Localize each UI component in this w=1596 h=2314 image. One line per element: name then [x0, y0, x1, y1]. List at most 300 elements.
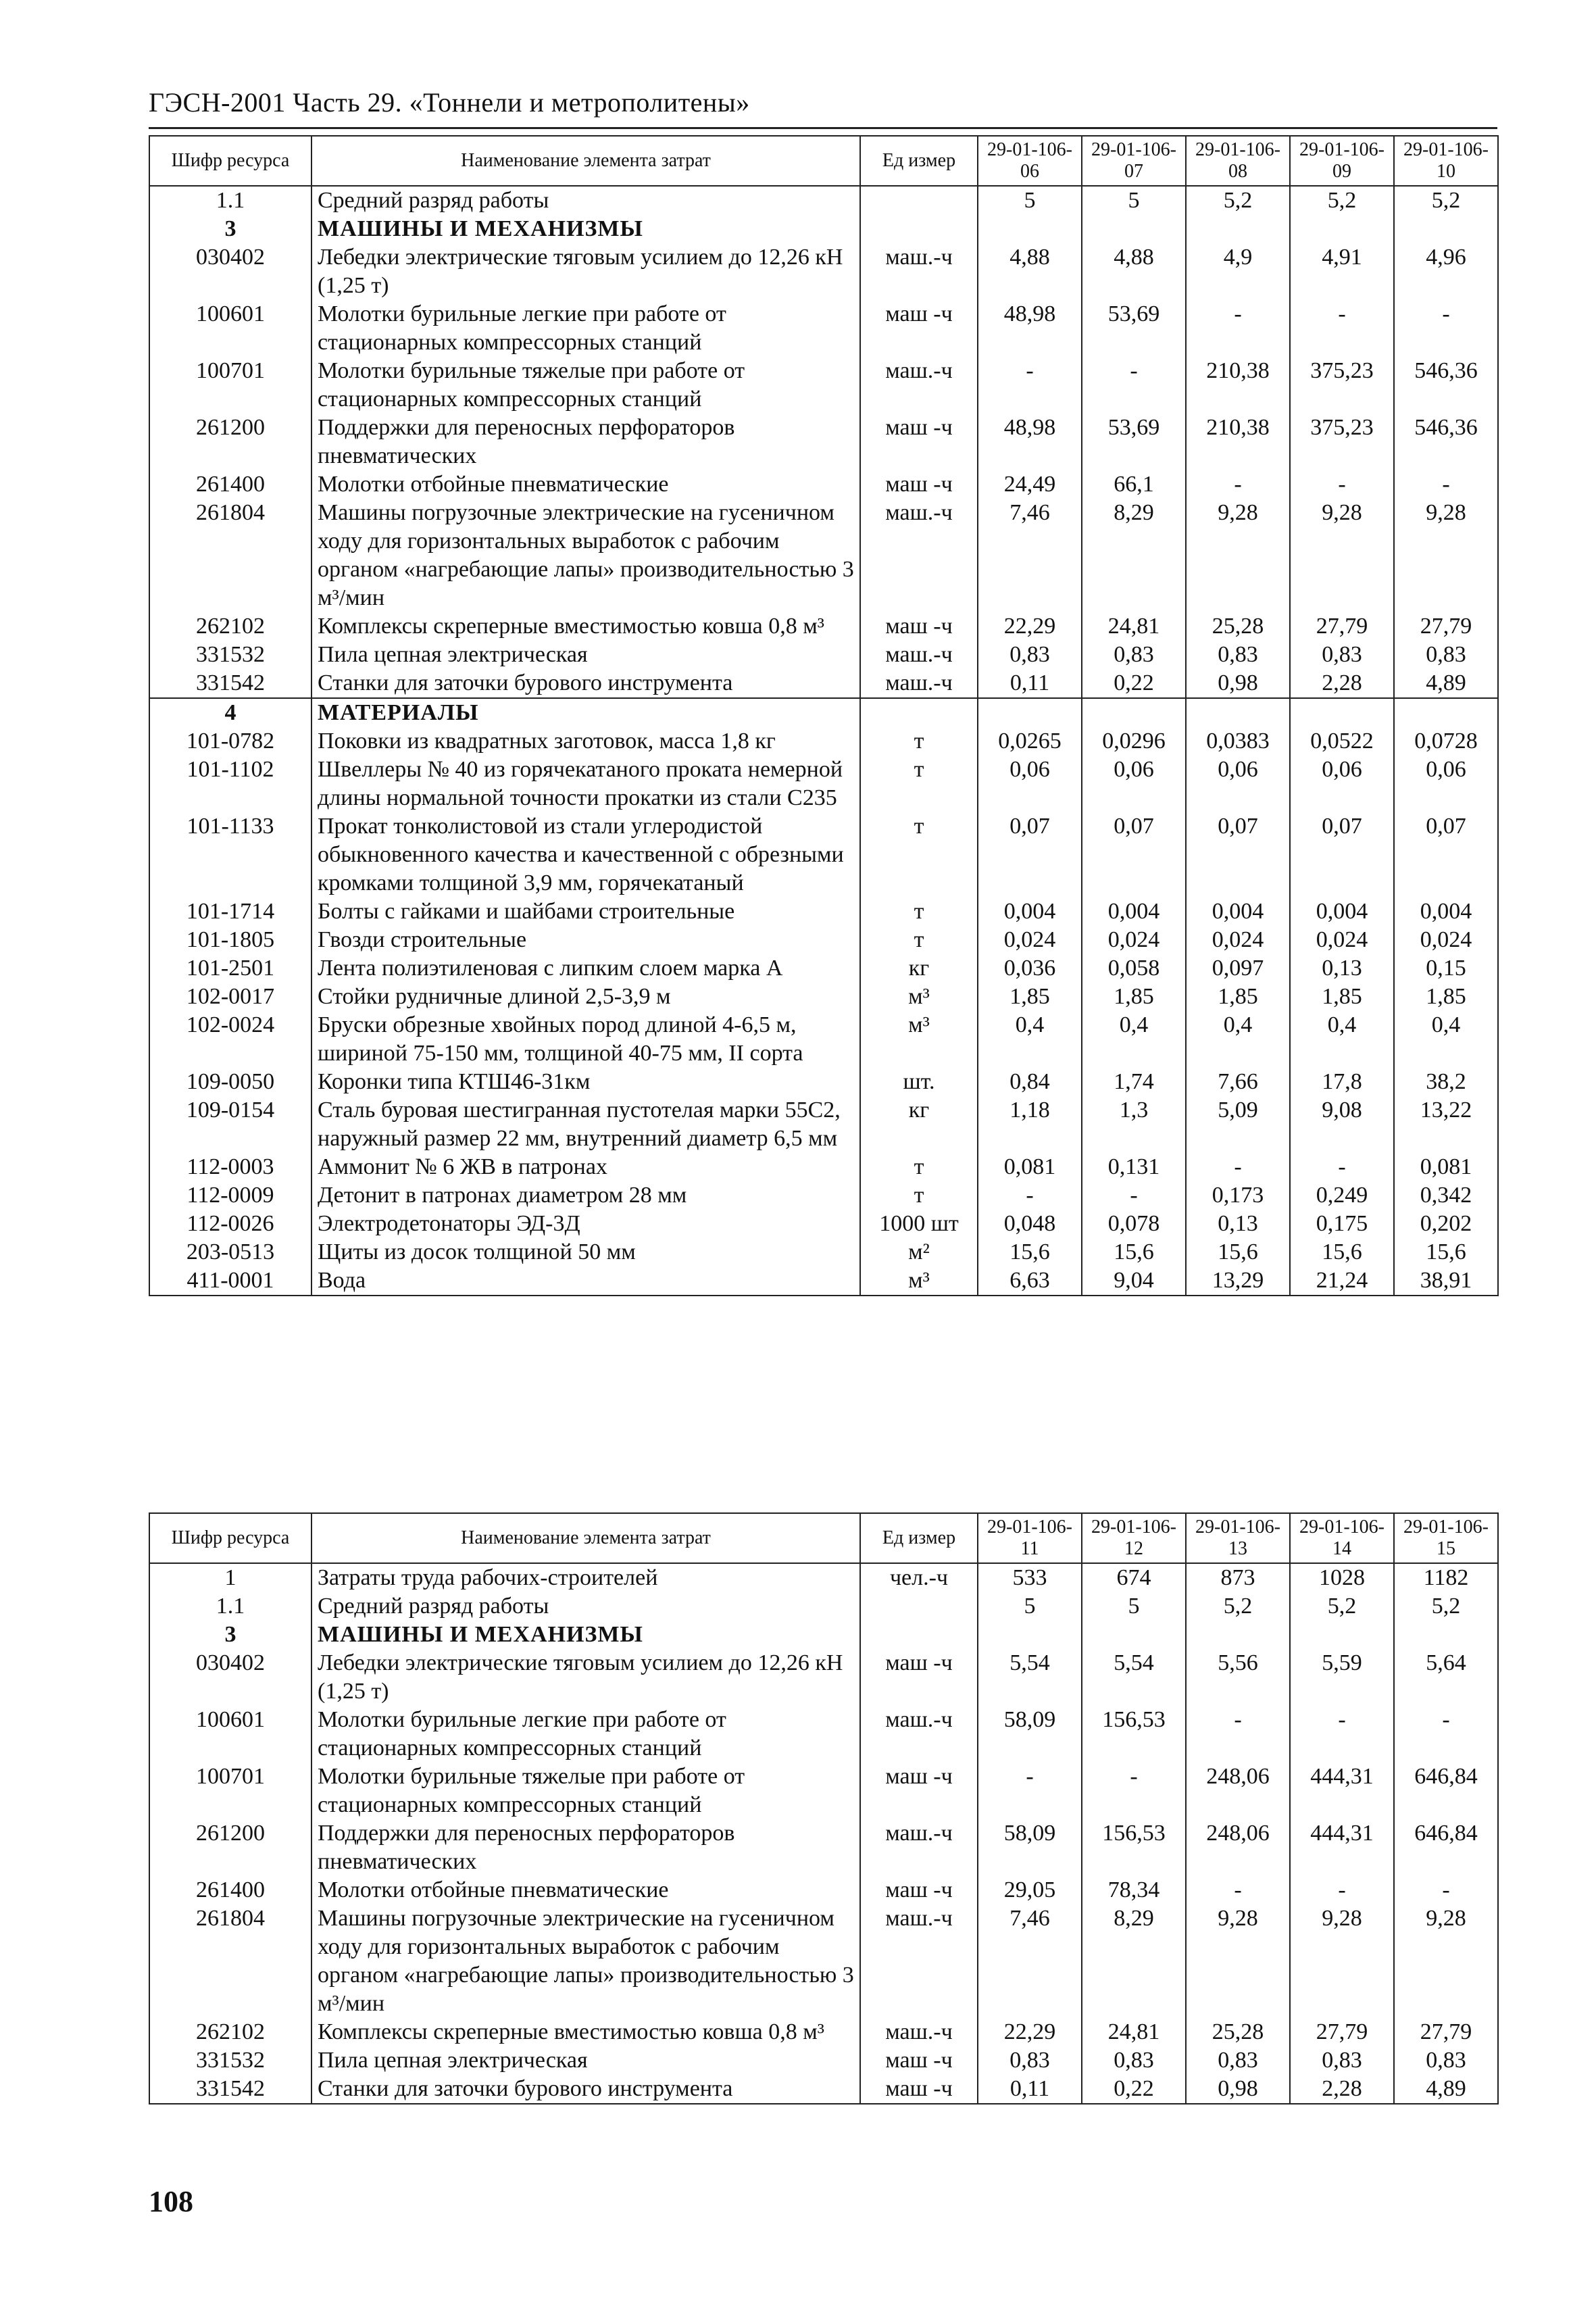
rate-value: 375,23	[1290, 414, 1394, 470]
rate-value: 9,04	[1082, 1266, 1186, 1296]
unit-of-measure: маш -ч	[860, 414, 978, 470]
rate-value: 4,89	[1394, 2075, 1498, 2104]
resource-name: Электродетонаторы ЭД-3Д	[311, 1210, 860, 1238]
resource-code: 112-0003	[149, 1153, 311, 1181]
resource-code: 3	[149, 1621, 311, 1649]
resource-code: 101-1102	[149, 756, 311, 812]
table-row	[149, 2046, 1498, 2075]
rate-value: 15,6	[978, 1238, 1082, 1266]
rate-value: 15,6	[1186, 1238, 1290, 1266]
rate-value: 0,4	[1186, 1011, 1290, 1068]
header-unit: Ед измер	[860, 136, 978, 186]
rate-value: 546,36	[1394, 414, 1498, 470]
rate-value: 0,131	[1082, 1153, 1186, 1181]
unit-of-measure: маш.-ч	[860, 499, 978, 612]
rate-value: 5,64	[1394, 1649, 1498, 1706]
rate-value: 546,36	[1394, 357, 1498, 414]
rate-value: 444,31	[1290, 1819, 1394, 1876]
resource-name: Средний разряд работы	[311, 1592, 860, 1621]
rate-value: 646,84	[1394, 1819, 1498, 1876]
unit-of-measure: шт.	[860, 1068, 978, 1096]
rate-value: 22,29	[978, 612, 1082, 641]
rate-value: 0,06	[1186, 756, 1290, 812]
rate-value: 210,38	[1186, 414, 1290, 470]
rate-value: 13,29	[1186, 1266, 1290, 1296]
rate-value: 0,83	[1394, 2046, 1498, 2075]
rate-value: 1,85	[1290, 983, 1394, 1011]
rate-value	[1186, 698, 1290, 727]
section-row	[149, 698, 1498, 727]
header-row	[149, 136, 1498, 186]
resource-code: 331542	[149, 2075, 311, 2104]
rate-value	[1082, 1621, 1186, 1649]
section-row	[149, 215, 1498, 243]
resource-code: 261804	[149, 1904, 311, 2018]
resource-name: Молотки бурильные легкие при работе от стационарных компрессорных станций	[311, 300, 860, 357]
rate-value: 27,79	[1290, 2018, 1394, 2046]
resource-name: Затраты труда рабочих-строителей	[311, 1563, 860, 1592]
rate-value: 7,46	[978, 499, 1082, 612]
table-row	[149, 926, 1498, 954]
rate-value	[1394, 698, 1498, 727]
table-row	[149, 1096, 1498, 1153]
table-row	[149, 897, 1498, 926]
table-row	[149, 1706, 1498, 1763]
rate-value: 0,83	[978, 641, 1082, 669]
rate-value: 0,036	[978, 954, 1082, 983]
rate-value: 58,09	[978, 1819, 1082, 1876]
rate-value	[978, 698, 1082, 727]
resource-name: Бруски обрезные хвойных пород длиной 4-6,5 м, шириной 75-150 мм, толщиной 40-75 мм, II сорта	[311, 1011, 860, 1068]
rate-value: 2,28	[1290, 669, 1394, 698]
rate-value: -	[1394, 300, 1498, 357]
unit-of-measure: м³	[860, 983, 978, 1011]
unit-of-measure: маш -ч	[860, 612, 978, 641]
rate-value: 4,9	[1186, 243, 1290, 300]
rate-value	[1290, 215, 1394, 243]
header-rate-code: 29-01-106-08	[1186, 136, 1290, 186]
table-row	[149, 1819, 1498, 1876]
rate-value: -	[1290, 470, 1394, 499]
rate-value: -	[1186, 1706, 1290, 1763]
rate-value: 53,69	[1082, 300, 1186, 357]
resource-name: Комплексы скреперные вместимостью ковша 0,8 м³	[311, 2018, 860, 2046]
rate-value: 248,06	[1186, 1819, 1290, 1876]
resource-name: Лента полиэтиленовая с липким слоем марка А	[311, 954, 860, 983]
rate-value: 0,84	[978, 1068, 1082, 1096]
rate-value: 4,89	[1394, 669, 1498, 698]
section-title: МАШИНЫ И МЕХАНИЗМЫ	[311, 215, 860, 243]
table-row	[149, 1011, 1498, 1068]
unit-of-measure: маш.-ч	[860, 2018, 978, 2046]
resource-code: 102-0024	[149, 1011, 311, 1068]
rate-value: -	[1082, 357, 1186, 414]
table-row	[149, 2075, 1498, 2104]
resource-name: Щиты из досок толщиной 50 мм	[311, 1238, 860, 1266]
resource-name: Молотки бурильные легкие при работе от стационарных компрессорных станций	[311, 1706, 860, 1763]
table-row	[149, 641, 1498, 669]
unit-of-measure: маш.-ч	[860, 243, 978, 300]
rate-value	[1290, 1621, 1394, 1649]
resource-code: 261200	[149, 414, 311, 470]
rate-value: 0,173	[1186, 1181, 1290, 1210]
resource-code: 102-0017	[149, 983, 311, 1011]
table-row	[149, 983, 1498, 1011]
resource-name: Пила цепная электрическая	[311, 2046, 860, 2075]
unit-of-measure: т	[860, 1153, 978, 1181]
rate-value: 0,83	[1082, 2046, 1186, 2075]
rate-value: 0,4	[978, 1011, 1082, 1068]
resource-code: 101-2501	[149, 954, 311, 983]
rate-value: 6,63	[978, 1266, 1082, 1296]
resource-code: 101-1714	[149, 897, 311, 926]
rate-value: 0,83	[1290, 2046, 1394, 2075]
table-row	[149, 1181, 1498, 1210]
resource-code: 331532	[149, 641, 311, 669]
rate-value: 0,22	[1082, 2075, 1186, 2104]
rate-value: 17,8	[1290, 1068, 1394, 1096]
rate-value: 0,07	[978, 812, 1082, 897]
rate-value: 0,0522	[1290, 727, 1394, 756]
resource-name: Станки для заточки бурового инструмента	[311, 2075, 860, 2104]
table-row	[149, 812, 1498, 897]
rate-value	[1394, 1621, 1498, 1649]
rate-value: 0,83	[978, 2046, 1082, 2075]
table-row	[149, 727, 1498, 756]
rate-value: 156,53	[1082, 1819, 1186, 1876]
table-row	[149, 612, 1498, 641]
rate-value: 444,31	[1290, 1763, 1394, 1819]
rate-value: -	[1290, 1706, 1394, 1763]
resource-name: Комплексы скреперные вместимостью ковша 0,8 м³	[311, 612, 860, 641]
table-row	[149, 669, 1498, 698]
rate-value	[1082, 215, 1186, 243]
rate-value: 0,11	[978, 2075, 1082, 2104]
page-number: 108	[149, 2185, 193, 2218]
header-name: Наименование элемента затрат	[311, 1513, 860, 1563]
resource-name: Коронки типа КТШ46-31км	[311, 1068, 860, 1096]
table-row	[149, 470, 1498, 499]
rate-value: 0,83	[1186, 2046, 1290, 2075]
rate-value	[1186, 1621, 1290, 1649]
rate-value: 27,79	[1394, 612, 1498, 641]
resource-code: 262102	[149, 2018, 311, 2046]
rate-value: 0,07	[1082, 812, 1186, 897]
rate-value: 0,004	[978, 897, 1082, 926]
resource-name: Станки для заточки бурового инструмента	[311, 669, 860, 698]
rate-value: 0,249	[1290, 1181, 1394, 1210]
resource-name: Поддержки для переносных перфораторов пневматических	[311, 414, 860, 470]
rate-value	[978, 1621, 1082, 1649]
resource-name: Поковки из квадратных заготовок, масса 1,8 кг	[311, 727, 860, 756]
rate-value: 1,18	[978, 1096, 1082, 1153]
unit-of-measure: т	[860, 926, 978, 954]
table-row	[149, 2018, 1498, 2046]
rate-value: 24,81	[1082, 612, 1186, 641]
unit-of-measure: маш -ч	[860, 1763, 978, 1819]
resource-name: Молотки бурильные тяжелые при работе от стационарных компрессорных станций	[311, 1763, 860, 1819]
rate-value: 1,85	[1082, 983, 1186, 1011]
rate-value: -	[978, 357, 1082, 414]
resource-name: Машины погрузочные электрические на гусеничном ходу для горизонтальных выработок с рабочим органом «нагребающие лапы» производительностью 3 м³/мин	[311, 499, 860, 612]
resource-name: Молотки отбойные пневматические	[311, 470, 860, 499]
rate-value: 29,05	[978, 1876, 1082, 1904]
rate-value: 21,24	[1290, 1266, 1394, 1296]
rate-value: 27,79	[1290, 612, 1394, 641]
section-title: МАТЕРИАЛЫ	[311, 698, 860, 727]
rate-value: 13,22	[1394, 1096, 1498, 1153]
table-row	[149, 1763, 1498, 1819]
rate-value: 0,06	[1394, 756, 1498, 812]
resource-code: 112-0009	[149, 1181, 311, 1210]
unit-of-measure: т	[860, 1181, 978, 1210]
rate-value: 5,2	[1290, 186, 1394, 215]
rate-value: 0,081	[978, 1153, 1082, 1181]
rate-value: 0,22	[1082, 669, 1186, 698]
unit-of-measure: маш -ч	[860, 1649, 978, 1706]
table-row	[149, 499, 1498, 612]
rate-value: 24,81	[1082, 2018, 1186, 2046]
unit-of-measure: чел.-ч	[860, 1563, 978, 1592]
header-rate-code: 29-01-106-11	[978, 1513, 1082, 1563]
resource-code: 1.1	[149, 1592, 311, 1621]
rate-value: 4,88	[1082, 243, 1186, 300]
table-row	[149, 1266, 1498, 1296]
resource-name: Гвозди строительные	[311, 926, 860, 954]
unit-of-measure: м³	[860, 1266, 978, 1296]
resource-code: 261400	[149, 1876, 311, 1904]
rate-value: 0,024	[978, 926, 1082, 954]
rate-value: 15,6	[1394, 1238, 1498, 1266]
table-row	[149, 414, 1498, 470]
unit-of-measure: маш -ч	[860, 1876, 978, 1904]
rate-value: 0,4	[1394, 1011, 1498, 1068]
rate-value: -	[978, 1181, 1082, 1210]
header-code: Шифр ресурса	[149, 136, 311, 186]
resource-code: 4	[149, 698, 311, 727]
rate-value: 15,6	[1082, 1238, 1186, 1266]
header-rate-code: 29-01-106-14	[1290, 1513, 1394, 1563]
resource-code: 030402	[149, 243, 311, 300]
rate-value: 1,85	[1394, 983, 1498, 1011]
unit-of-measure: маш -ч	[860, 300, 978, 357]
unit-of-measure	[860, 186, 978, 215]
header-rate-code: 29-01-106-10	[1394, 136, 1498, 186]
resource-name: Вода	[311, 1266, 860, 1296]
rate-value: 25,28	[1186, 612, 1290, 641]
rate-value: -	[1394, 1876, 1498, 1904]
table-row	[149, 357, 1498, 414]
rate-value: 5,2	[1186, 1592, 1290, 1621]
resource-table-1	[149, 135, 1499, 1296]
rate-value: 646,84	[1394, 1763, 1498, 1819]
resource-name: Молотки бурильные тяжелые при работе от стационарных компрессорных станций	[311, 357, 860, 414]
rate-value: 0,004	[1290, 897, 1394, 926]
rate-value: 9,28	[1394, 1904, 1498, 2018]
rate-value: 5,59	[1290, 1649, 1394, 1706]
rate-value: 674	[1082, 1563, 1186, 1592]
unit-of-measure: м²	[860, 1238, 978, 1266]
resource-name: Стойки рудничные длиной 2,5-3,9 м	[311, 983, 860, 1011]
header-rate-code: 29-01-106-15	[1394, 1513, 1498, 1563]
table-row	[149, 186, 1498, 215]
table-row	[149, 1238, 1498, 1266]
unit-of-measure	[860, 1592, 978, 1621]
rate-value	[1186, 215, 1290, 243]
rate-value: 1028	[1290, 1563, 1394, 1592]
rate-value: 156,53	[1082, 1706, 1186, 1763]
rate-value: 533	[978, 1563, 1082, 1592]
rate-value: 9,28	[1290, 1904, 1394, 2018]
table-row	[149, 756, 1498, 812]
table-row	[149, 300, 1498, 357]
rate-value: 8,29	[1082, 499, 1186, 612]
rate-value: 9,28	[1394, 499, 1498, 612]
rate-value: -	[1290, 1153, 1394, 1181]
header-rule	[149, 127, 1497, 129]
header-rate-code: 29-01-106-13	[1186, 1513, 1290, 1563]
header-rate-code: 29-01-106-12	[1082, 1513, 1186, 1563]
rate-value: 0,07	[1186, 812, 1290, 897]
rate-value: 48,98	[978, 414, 1082, 470]
rate-value: 58,09	[978, 1706, 1082, 1763]
header-code: Шифр ресурса	[149, 1513, 311, 1563]
rate-value: 0,13	[1186, 1210, 1290, 1238]
rate-value: 0,202	[1394, 1210, 1498, 1238]
rate-value: 15,6	[1290, 1238, 1394, 1266]
rate-value: -	[1186, 1153, 1290, 1181]
rate-value: -	[1082, 1181, 1186, 1210]
resource-name: Болты с гайками и шайбами строительные	[311, 897, 860, 926]
unit-of-measure: т	[860, 812, 978, 897]
rate-value: 0,13	[1290, 954, 1394, 983]
rate-value: 0,004	[1082, 897, 1186, 926]
rate-value: 1,85	[978, 983, 1082, 1011]
unit-of-measure: 1000 шт	[860, 1210, 978, 1238]
header-rate-code: 29-01-106-09	[1290, 136, 1394, 186]
rate-value: 1,74	[1082, 1068, 1186, 1096]
rate-value: 0,15	[1394, 954, 1498, 983]
rate-value: -	[1186, 470, 1290, 499]
rate-value: 0,097	[1186, 954, 1290, 983]
table-row	[149, 1210, 1498, 1238]
rate-value: 0,0265	[978, 727, 1082, 756]
unit-of-measure: м³	[860, 1011, 978, 1068]
rate-value: -	[1290, 1876, 1394, 1904]
rate-value: 5,2	[1394, 186, 1498, 215]
resource-code: 100601	[149, 300, 311, 357]
unit-of-measure: маш -ч	[860, 470, 978, 499]
resource-code: 331532	[149, 2046, 311, 2075]
rate-value: 53,69	[1082, 414, 1186, 470]
header-unit: Ед измер	[860, 1513, 978, 1563]
header-row	[149, 1513, 1498, 1563]
unit-of-measure: т	[860, 756, 978, 812]
resource-name: Поддержки для переносных перфораторов пневматических	[311, 1819, 860, 1876]
rate-value: 22,29	[978, 2018, 1082, 2046]
rate-value: -	[978, 1763, 1082, 1819]
resource-code: 261200	[149, 1819, 311, 1876]
rate-value: 48,98	[978, 300, 1082, 357]
rate-value: 5,54	[1082, 1649, 1186, 1706]
resource-name: Лебедки электрические тяговым усилием до 12,26 кН (1,25 т)	[311, 243, 860, 300]
rate-value: 9,08	[1290, 1096, 1394, 1153]
unit-of-measure: маш.-ч	[860, 1706, 978, 1763]
table-row	[149, 1068, 1498, 1096]
rate-value: 0,175	[1290, 1210, 1394, 1238]
rate-value: 1,3	[1082, 1096, 1186, 1153]
rate-value: -	[1186, 1876, 1290, 1904]
unit-of-measure: маш.-ч	[860, 669, 978, 698]
rate-value: 1,85	[1186, 983, 1290, 1011]
rate-value	[1290, 698, 1394, 727]
unit-of-measure	[860, 1621, 978, 1649]
rate-value: 38,2	[1394, 1068, 1498, 1096]
rate-value: 25,28	[1186, 2018, 1290, 2046]
resource-name: Прокат тонколистовой из стали углеродистой обыкновенного качества и качественной с обрезными кромками толщиной 3,9 мм, горячекатаный	[311, 812, 860, 897]
resource-code: 261804	[149, 499, 311, 612]
table-row	[149, 1876, 1498, 1904]
rate-value: 5,2	[1186, 186, 1290, 215]
resource-name: Детонит в патронах диаметром 28 мм	[311, 1181, 860, 1210]
rate-value: 0,058	[1082, 954, 1186, 983]
rate-value: 0,004	[1186, 897, 1290, 926]
table-row	[149, 954, 1498, 983]
rate-value: 0,0728	[1394, 727, 1498, 756]
rate-value: 4,96	[1394, 243, 1498, 300]
unit-of-measure: маш.-ч	[860, 641, 978, 669]
resource-code: 203-0513	[149, 1238, 311, 1266]
rate-value: 0,83	[1186, 641, 1290, 669]
rate-value: 0,4	[1290, 1011, 1394, 1068]
resource-code: 411-0001	[149, 1266, 311, 1296]
resource-name: Швеллеры № 40 из горячекатаного проката немерной длины нормальной точности прокатки из стали С235	[311, 756, 860, 812]
resource-code: 101-0782	[149, 727, 311, 756]
rate-value: 0,83	[1290, 641, 1394, 669]
resource-code: 261400	[149, 470, 311, 499]
page-header: ГЭСН-2001 Часть 29. «Тоннели и метрополитены»	[149, 87, 750, 118]
rate-value: 66,1	[1082, 470, 1186, 499]
rate-value: 5	[1082, 1592, 1186, 1621]
table-row	[149, 1649, 1498, 1706]
rate-value: 873	[1186, 1563, 1290, 1592]
rate-value: 78,34	[1082, 1876, 1186, 1904]
rate-value: 0,024	[1394, 926, 1498, 954]
section-title: МАШИНЫ И МЕХАНИЗМЫ	[311, 1621, 860, 1649]
table-row	[149, 1153, 1498, 1181]
rate-value: 0,06	[1290, 756, 1394, 812]
resource-code: 1.1	[149, 186, 311, 215]
rate-value: -	[1394, 1706, 1498, 1763]
rate-value: 5	[1082, 186, 1186, 215]
rate-value: 1182	[1394, 1563, 1498, 1592]
resource-code: 101-1133	[149, 812, 311, 897]
resource-code: 3	[149, 215, 311, 243]
rate-value: 9,28	[1290, 499, 1394, 612]
rate-value: 5	[978, 186, 1082, 215]
rate-value: 0,98	[1186, 2075, 1290, 2104]
unit-of-measure: маш.-ч	[860, 1819, 978, 1876]
unit-of-measure: маш -ч	[860, 2046, 978, 2075]
rate-value	[1082, 698, 1186, 727]
rate-value: -	[1290, 300, 1394, 357]
rate-value	[978, 215, 1082, 243]
rate-value: -	[1082, 1763, 1186, 1819]
header-rate-code: 29-01-106-07	[1082, 136, 1186, 186]
resource-code: 100701	[149, 357, 311, 414]
rate-value: 0,06	[978, 756, 1082, 812]
unit-of-measure: маш -ч	[860, 2075, 978, 2104]
